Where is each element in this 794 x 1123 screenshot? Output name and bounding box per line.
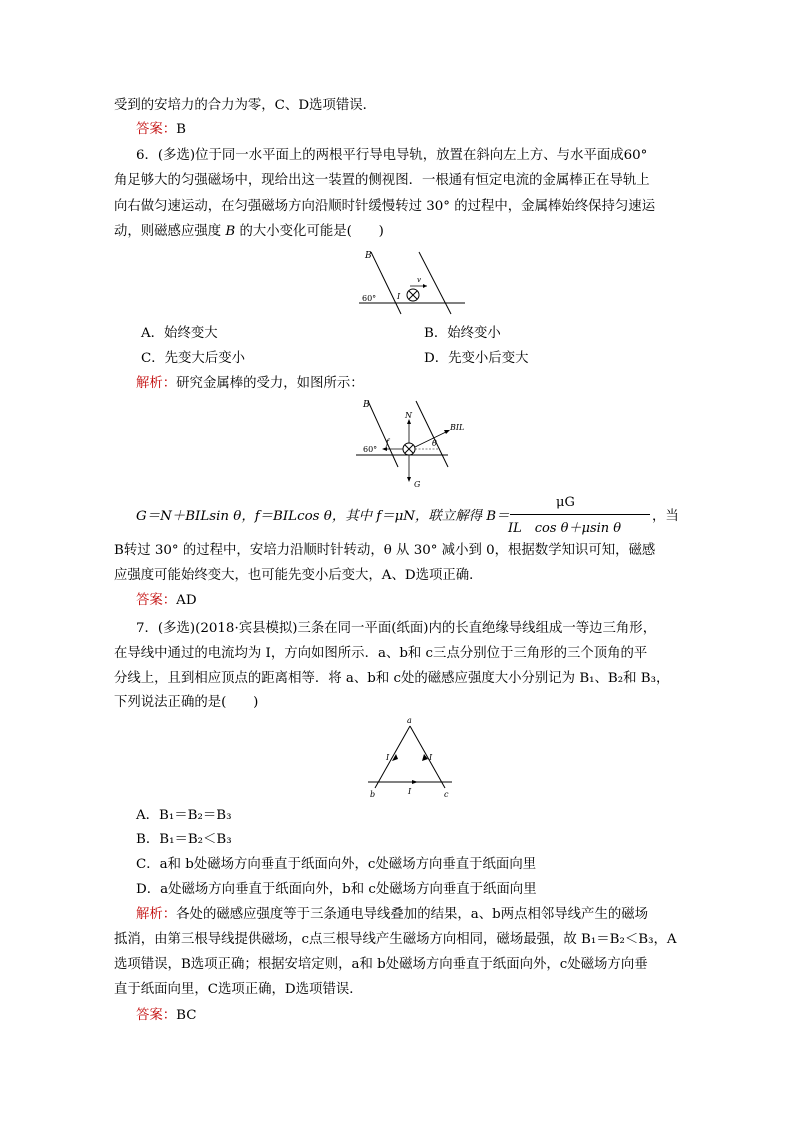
q7-solution-line2: 抵消，由第三根导线提供磁场，c点三根导线产生磁场方向相同，磁场最强，故 B₁＝B₂＜B₃，A (114, 932, 677, 947)
q6-solution-line1: 解析：研究金属棒的受力，如图所示： (136, 376, 364, 391)
fraction-bar (510, 514, 650, 515)
fraction-numerator: μG (556, 495, 575, 510)
svg-text:60°: 60° (363, 445, 378, 454)
q7-option-c: C．a和 b处磁场方向垂直于纸面向外，c处磁场方向垂直于纸面向里 (136, 857, 537, 872)
svg-text:BIL: BIL (450, 423, 465, 432)
q6-solution-line3: 应强度可能始终变大，也可能先变小后变大，A、D选项正确． (114, 568, 483, 583)
q7-option-d: D．a处磁场方向垂直于纸面向外，b和 c处磁场方向垂直于纸面向里 (136, 882, 537, 897)
answer-line: 答案：AD (136, 593, 197, 608)
svg-text:f: f (386, 438, 389, 447)
svg-text:a: a (407, 716, 412, 725)
q6-line3: 向右做匀速运动，在匀强磁场方向沿顺时针缓慢转过 30° 的过程中，金属棒始终保持匀速运 (114, 199, 656, 214)
q6-line1: 6．(多选)位于同一水平面上的两根平行导电导轨，放置在斜向左上方、与水平面成60° (136, 148, 648, 163)
q6-force-diagram (352, 397, 477, 495)
svg-text:I: I (397, 292, 401, 301)
q6-line4: 动，则磁感应强度 B 的大小变化可能是( ) (114, 224, 384, 239)
q6-option-c: C．先变大后变小 (141, 351, 245, 366)
text-line: 受到的安培力的合力为零，C、D选项错误． (114, 98, 377, 113)
q6-option-a: A．始终变大 (141, 326, 218, 341)
angle-label: 60° (362, 294, 377, 303)
q6-solution-line2: B转过 30° 的过程中，安培力沿顺时针转动，θ 从 30° 减小到 0，根据数学知识可知，磁感 (114, 543, 656, 558)
svg-text:N: N (405, 411, 412, 420)
q6-equation: G＝N＋BILsin θ，f＝BILcos θ，其中 f＝μN，联立解得 B＝ (136, 509, 510, 524)
svg-text:v: v (417, 276, 421, 284)
answer-label: 答案： (136, 122, 177, 137)
svg-text:I: I (408, 787, 412, 796)
svg-text:B: B (363, 400, 370, 410)
answer-value: B (176, 122, 187, 137)
q7-solution-line1: 解析：各处的磁感应强度等于三条通电导线叠加的结果，a、b两点相邻导线产生的磁场 (136, 907, 649, 922)
svg-text:θ: θ (432, 439, 437, 448)
svg-text:c: c (444, 790, 449, 799)
solution-label: 解析： (136, 376, 177, 391)
q7-solution-line4: 直于纸面向里，C选项正确，D选项错误． (114, 982, 363, 997)
fraction-denominator: IL cos θ＋μsin θ (508, 521, 622, 536)
q6-option-d: D．先变小后变大 (424, 351, 529, 366)
answer-line (136, 120, 186, 140)
svg-text:I: I (386, 753, 390, 762)
q6-figure (355, 248, 470, 318)
q7-solution-line3: 选项错误，B选项正确；根据安培定则，a和 b处磁场方向垂直于纸面向外，c处磁场方向垂 (114, 957, 648, 972)
q7-line2: 在导线中通过的电流均为 I，方向如图所示．a、b和 c三点分别位于三角形的三个顶角的平 (114, 646, 648, 661)
q7-line1: 7．(多选)(2018·宾县模拟)三条在同一平面(纸面)内的长直绝缘导线组成一等边三角形， (136, 621, 657, 636)
q7-option-a: A．B₁＝B₂＝B₃ (136, 808, 232, 823)
q7-option-b: B．B₁＝B₂＜B₃ (136, 832, 232, 847)
q7-triangle-figure (362, 714, 458, 802)
svg-text:b: b (370, 790, 376, 799)
svg-text:G: G (414, 480, 421, 489)
answer-line: 答案：BC (136, 1008, 197, 1023)
field-label-B: B (365, 251, 372, 261)
q7-line3: 分线上，且到相应顶点的距离相等．将 a、b和 c处的磁感应强度大小分别记为 B₁、B₂和 B₃， (114, 671, 670, 686)
q6-line2: 角足够大的匀强磁场中，现给出这一装置的侧视图．一根通有恒定电流的金属棒正在导轨上 (114, 173, 650, 188)
svg-text:I: I (429, 753, 433, 762)
q6-option-b: B．始终变小 (424, 326, 501, 341)
q7-line4: 下列说法正确的是( ) (114, 695, 259, 710)
